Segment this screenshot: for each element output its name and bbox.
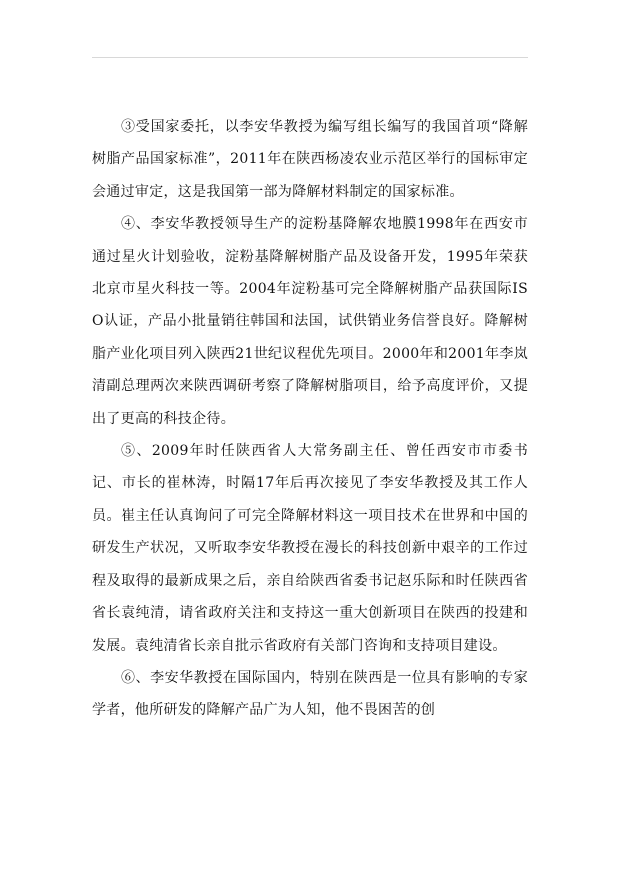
body-text: [92, 111, 528, 727]
paragraph-national-standard: ③受国家委托，以李安华教授为编写组长编写的我国首项“降解树脂产品国家标准”，2011年在陕西杨凌农业示范区举行的国标审定会通过审定，这是我国第一部为降解材料制定的国家标准。: [92, 119, 528, 200]
paragraph-expert-profile: ⑥、李安华教授在国际国内，特别在陕西是一位具有影响的专家学者，他所研发的降解产品广为人知，他不畏困苦的创: [92, 669, 528, 719]
paragraph-starch-mulch-film: ④、李安华教授领导生产的淀粉基降解农地膜1998年在西安市通过星火计划验收，淀粉基降解树脂产品及设备开发，1995年荣获北京市星火科技一等。2004年淀粉基可完全降解树脂产品获国际ISO认证，产品小批量销往韩国和法国，试供销业务信誉良好。降解树脂产业化项目列入陕西21世纪议程优先项目。2000年和2001年李岚清副总理两次来陕西调研考察了降解树脂项目，给予高度评价，又提出了更高的科技企待。: [92, 216, 528, 427]
header-divider: [92, 57, 528, 58]
paragraph-cui-lintao-visit: ⑤、2009年时任陕西省人大常务副主任、曾任西安市市委书记、市长的崔林涛，时隔17年后再次接见了李安华教授及其工作人员。崔主任认真询问了可完全降解材料这一项目技术在世界和中国的研发生产状况，又听取李安华教授在漫长的科技创新中艰辛的工作过程及取得的最新成果之后，亲自给陕西省委书记赵乐际和时任陕西省省长袁纯清，请省政府关注和支持这一重大创新项目在陕西的投建和发展。袁纯清省长亲自批示省政府有关部门咨询和支持项目建设。: [92, 443, 528, 654]
